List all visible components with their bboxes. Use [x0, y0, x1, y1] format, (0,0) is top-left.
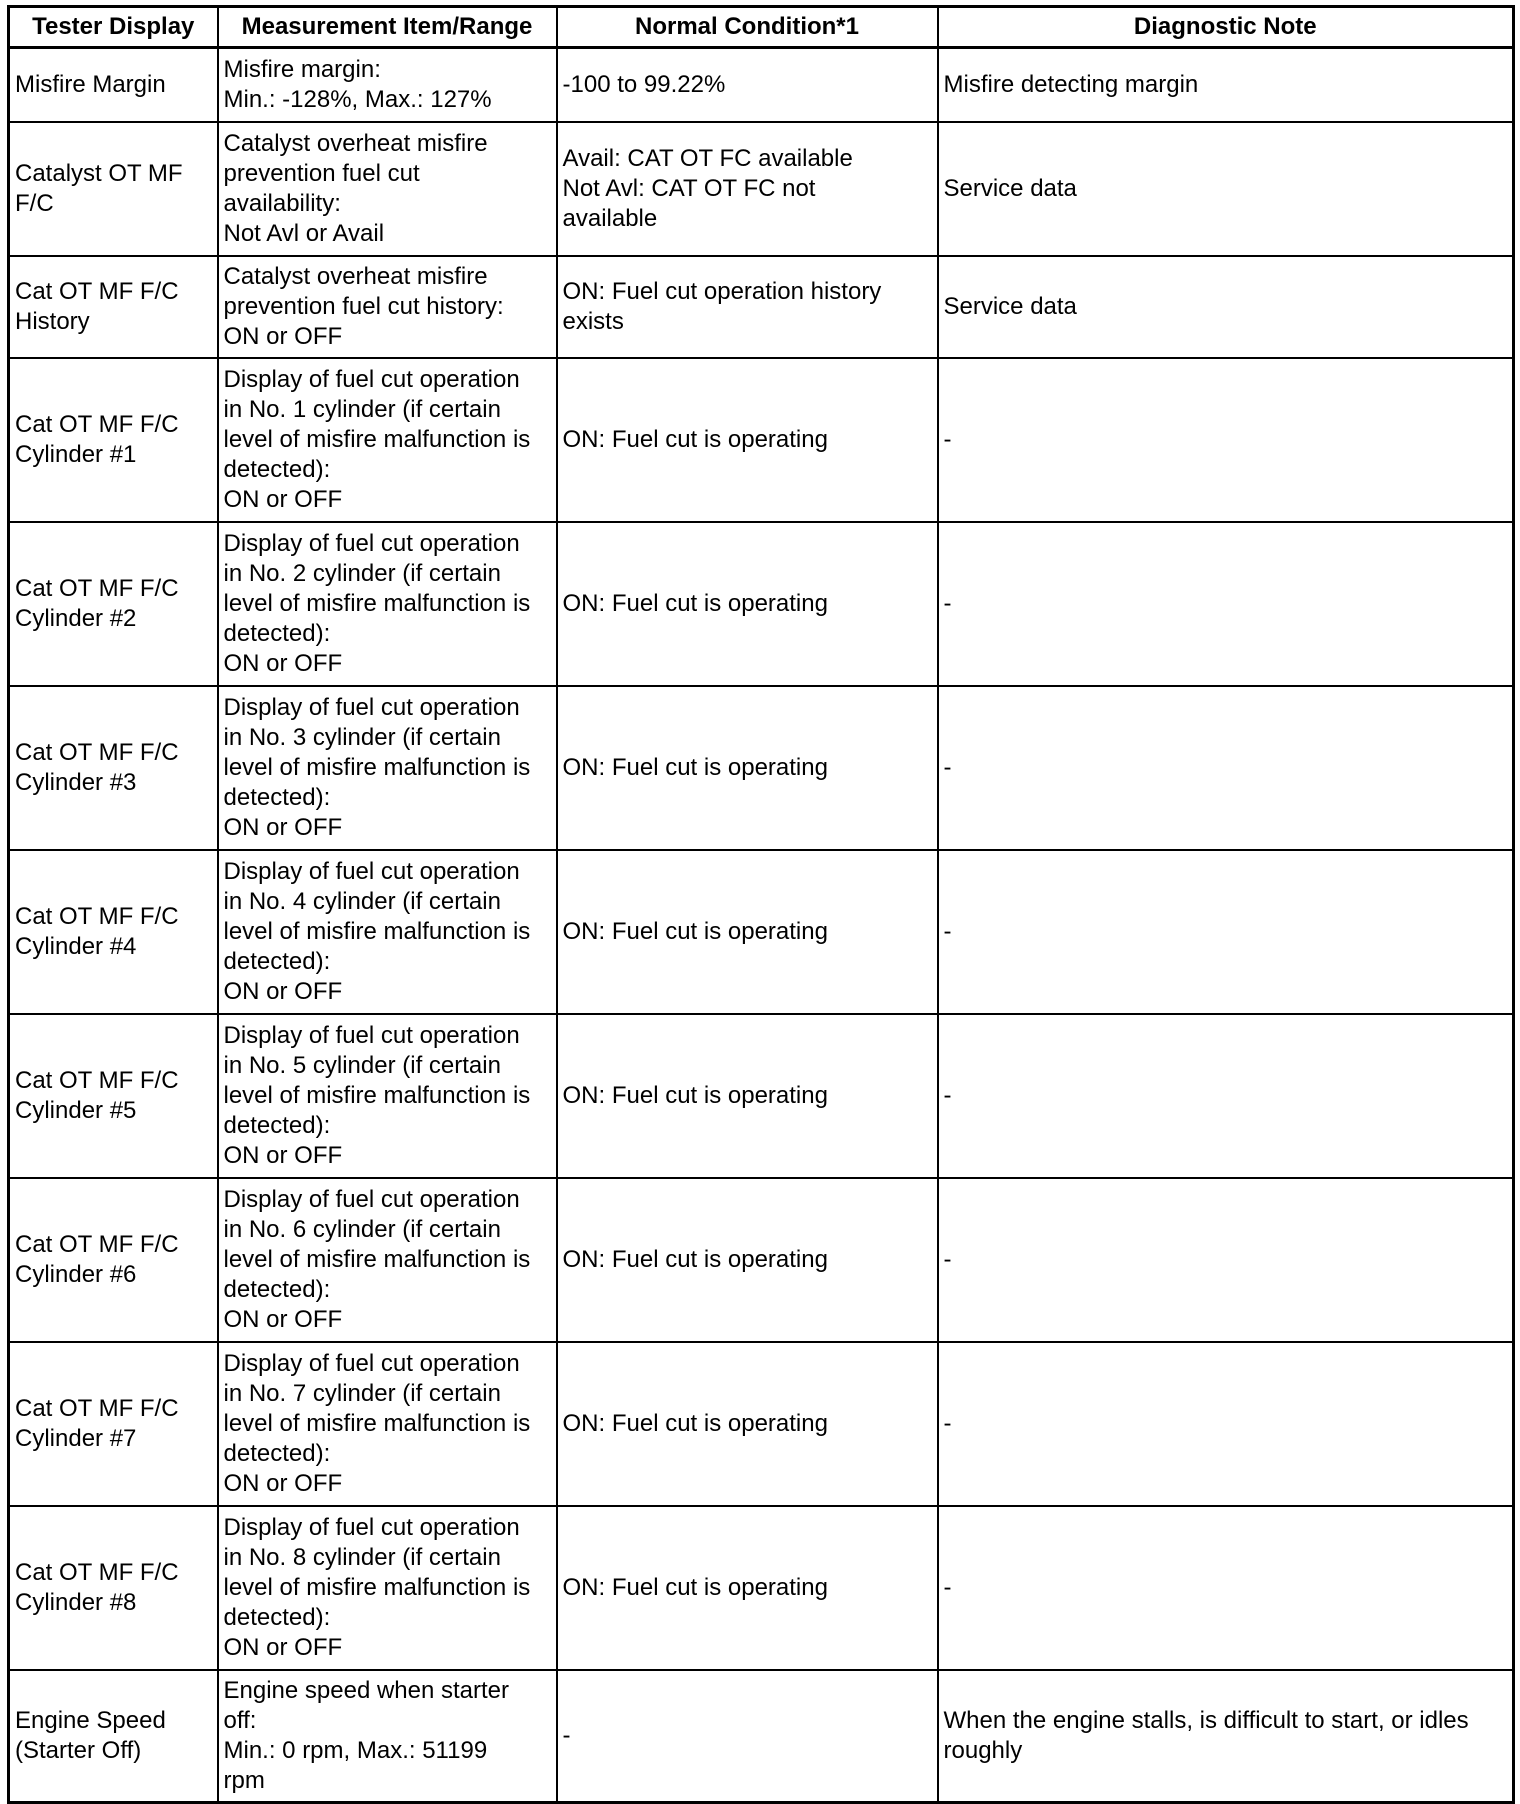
measurement-cell: Misfire margin: Min.: -128%, Max.: 127% [218, 48, 557, 123]
diagnostic-note-cell: - [938, 850, 1514, 1014]
tester-display-cell: Catalyst OT MF F/C [9, 122, 218, 256]
table-row [9, 1342, 1514, 1506]
table-body [9, 48, 1514, 1803]
header-normal-condition: Normal Condition*1 [557, 7, 938, 48]
measurement-cell: Display of fuel cut operation in No. 6 cylinder (if certain level of misfire malfunction is detected): ON or OFF [218, 1178, 557, 1342]
table-row [9, 522, 1514, 686]
normal-condition-cell: - [557, 1670, 938, 1803]
normal-condition-cell: ON: Fuel cut is operating [557, 1178, 938, 1342]
tester-display-cell: Cat OT MF F/C Cylinder #8 [9, 1506, 218, 1670]
header-row [9, 7, 1514, 48]
normal-condition-cell: ON: Fuel cut is operating [557, 850, 938, 1014]
normal-condition-cell: -100 to 99.22% [557, 48, 938, 123]
tester-display-cell: Cat OT MF F/C Cylinder #2 [9, 522, 218, 686]
table-row [9, 1506, 1514, 1670]
diagnostic-note-cell: - [938, 1342, 1514, 1506]
normal-condition-cell: ON: Fuel cut is operating [557, 1014, 938, 1178]
normal-condition-cell: ON: Fuel cut is operating [557, 358, 938, 522]
tester-display-cell: Cat OT MF F/C Cylinder #4 [9, 850, 218, 1014]
table-row [9, 686, 1514, 850]
normal-condition-cell: Avail: CAT OT FC available Not Avl: CAT OT FC not available [557, 122, 938, 256]
measurement-cell: Display of fuel cut operation in No. 8 cylinder (if certain level of misfire malfunction is detected): ON or OFF [218, 1506, 557, 1670]
normal-condition-cell: ON: Fuel cut operation history exists [557, 256, 938, 358]
diagnostic-note-cell: - [938, 686, 1514, 850]
diagnostic-note-cell: Misfire detecting margin [938, 48, 1514, 123]
diagnostic-note-cell: - [938, 1014, 1514, 1178]
measurement-cell: Display of fuel cut operation in No. 2 cylinder (if certain level of misfire malfunction is detected): ON or OFF [218, 522, 557, 686]
diagnostic-note-cell: Service data [938, 122, 1514, 256]
measurement-cell: Display of fuel cut operation in No. 5 cylinder (if certain level of misfire malfunction is detected): ON or OFF [218, 1014, 557, 1178]
data-list-table [7, 5, 1515, 1804]
measurement-cell: Display of fuel cut operation in No. 3 cylinder (if certain level of misfire malfunction is detected): ON or OFF [218, 686, 557, 850]
header-diagnostic-note: Diagnostic Note [938, 7, 1514, 48]
tester-display-cell: Cat OT MF F/C Cylinder #7 [9, 1342, 218, 1506]
tester-display-cell: Cat OT MF F/C Cylinder #1 [9, 358, 218, 522]
table-row [9, 256, 1514, 358]
table-row [9, 122, 1514, 256]
measurement-cell: Display of fuel cut operation in No. 4 cylinder (if certain level of misfire malfunction is detected): ON or OFF [218, 850, 557, 1014]
diagnostic-note-cell: - [938, 1178, 1514, 1342]
normal-condition-cell: ON: Fuel cut is operating [557, 1506, 938, 1670]
measurement-cell: Catalyst overheat misfire prevention fuel cut availability: Not Avl or Avail [218, 122, 557, 256]
diagnostic-note-cell: - [938, 522, 1514, 686]
table-row [9, 1670, 1514, 1803]
table-header [9, 7, 1514, 48]
tester-display-cell: Cat OT MF F/C Cylinder #5 [9, 1014, 218, 1178]
normal-condition-cell: ON: Fuel cut is operating [557, 522, 938, 686]
header-measurement-item-range: Measurement Item/Range [218, 7, 557, 48]
measurement-cell: Catalyst overheat misfire prevention fuel cut history: ON or OFF [218, 256, 557, 358]
table-row [9, 358, 1514, 522]
table-row [9, 1178, 1514, 1342]
table-row [9, 48, 1514, 123]
tester-display-cell: Misfire Margin [9, 48, 218, 123]
diagnostic-note-cell: Service data [938, 256, 1514, 358]
normal-condition-cell: ON: Fuel cut is operating [557, 1342, 938, 1506]
measurement-cell: Engine speed when starter off: Min.: 0 rpm, Max.: 51199 rpm [218, 1670, 557, 1803]
measurement-cell: Display of fuel cut operation in No. 7 cylinder (if certain level of misfire malfunction is detected): ON or OFF [218, 1342, 557, 1506]
normal-condition-cell: ON: Fuel cut is operating [557, 686, 938, 850]
tester-display-cell: Cat OT MF F/C Cylinder #6 [9, 1178, 218, 1342]
diagnostic-note-cell: - [938, 358, 1514, 522]
tester-display-cell: Engine Speed (Starter Off) [9, 1670, 218, 1803]
tester-display-cell: Cat OT MF F/C History [9, 256, 218, 358]
measurement-cell: Display of fuel cut operation in No. 1 cylinder (if certain level of misfire malfunction is detected): ON or OFF [218, 358, 557, 522]
table-row [9, 1014, 1514, 1178]
table-row [9, 850, 1514, 1014]
tester-display-cell: Cat OT MF F/C Cylinder #3 [9, 686, 218, 850]
diagnostic-note-cell: - [938, 1506, 1514, 1670]
header-tester-display: Tester Display [9, 7, 218, 48]
diagnostic-note-cell: When the engine stalls, is difficult to start, or idles roughly [938, 1670, 1514, 1803]
